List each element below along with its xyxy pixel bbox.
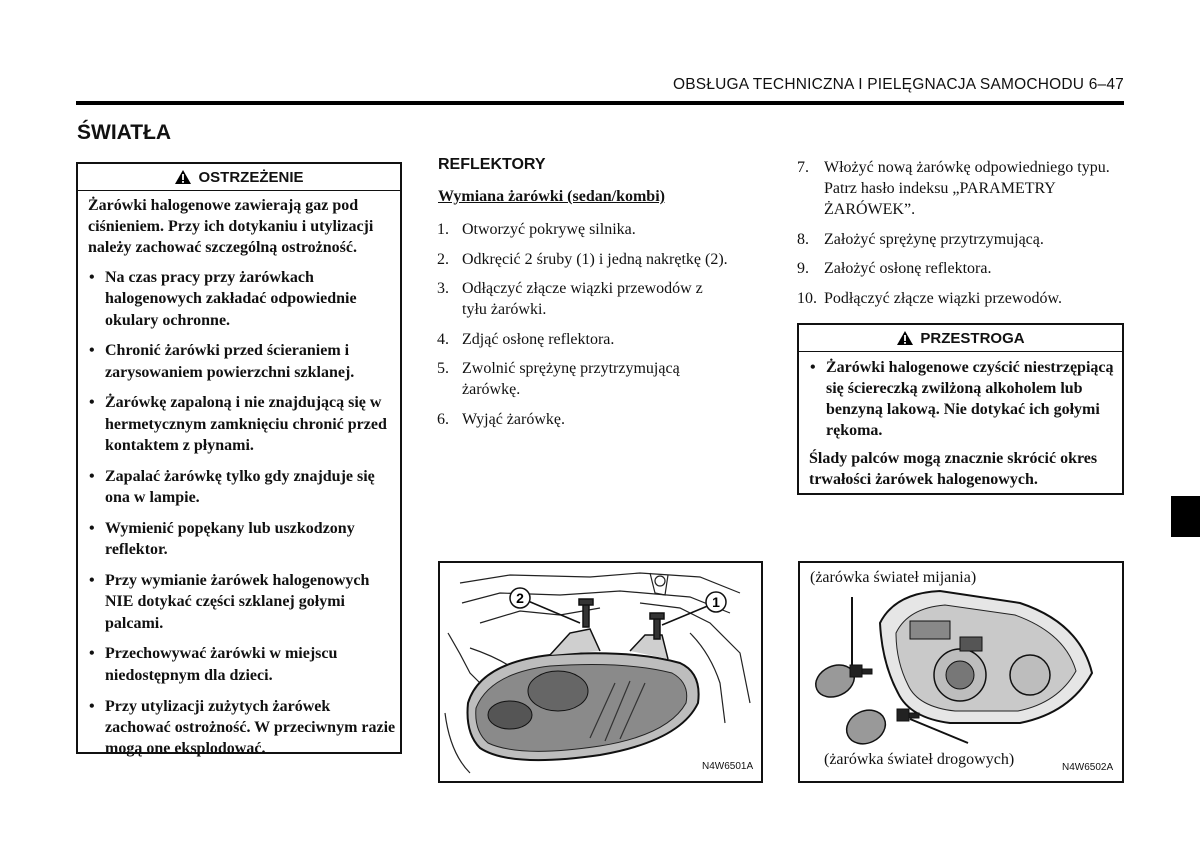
step-text: Włożyć nową żarówkę odpowiedniego typu. Patrz hasło indeksu „PARAMETRY ŻARÓWEK”. [824,159,1110,218]
step-item [437,219,767,240]
step-item [437,249,767,270]
warning-intro: Żarówki halogenowe zawierają gaz pod ciśnieniem. Przy ich dotykaniu i utylizacji należy zachować szczególną ostrożność. [88,197,374,256]
step-item [437,358,767,400]
caution-heading: PRZESTROGA [920,329,1025,347]
step-number: 10. [797,289,817,307]
step-text: Otworzyć pokrywę silnika. [462,221,636,238]
step-item [797,229,1127,250]
warning-item: • Zapalać żarówkę tylko gdy znajduje się ona w lampie. [88,466,398,509]
caution-box [797,323,1124,495]
warning-item: • Żarówkę zapaloną i nie znajdującą się w hermetycznym zamknięciu chronić przed kontaktem z płynami. [88,392,398,456]
warning-item: • Na czas pracy przy żarówkach halogenowych zakładać odpowiednie okulary ochronne. [88,267,398,331]
step-item [797,288,1127,309]
warning-box [76,162,402,758]
figure-code: N4W6501A [702,761,754,772]
warning-header [78,164,400,191]
caution-header [799,325,1122,352]
step-item [797,258,1127,279]
bulb-replacement-subheading: Wymiana żarówki (sedan/kombi) [438,188,665,205]
steps-list [437,219,767,438]
warning-triangle-icon [174,169,192,185]
warning-heading: OSTRZEŻENIE [198,168,304,186]
warning-list [88,267,398,769]
step-item [437,329,767,350]
step-number: 7. [797,159,809,176]
headlamp-removal-illustration [440,563,761,781]
caution-note: Ślady palców mogą znacznie skrócić okres trwałości żarówek halogenowych. [809,450,1098,488]
section-thumb-tab [1171,496,1200,537]
low-beam-bulb-label: (żarówka świateł mijania) [810,569,977,586]
step-number: 3. [437,280,449,297]
figure-code: N4W6502A [1062,762,1114,773]
warning-item: • Przy wymianie żarówek halogenowych NIE dotykać części szklanej gołymi palcami. [88,570,398,634]
caution-item: • Żarówki halogenowe czyścić niestrzępiącą się ściereczką zwilżoną alkoholem lub benzyną lakową. Nie dotykać ich gołymi rękoma. [809,357,1114,441]
step-text: Odkręcić 2 śruby (1) i jedną nakrętkę (2). [462,250,728,268]
warning-item: • Wymienić popękany lub uszkodzony reflektor. [88,518,398,561]
high-beam-bulb-label: (żarówka świateł drogowych) [824,751,1015,768]
step-item [797,157,1127,220]
warning-item: • Przy utylizacji zużytych żarówek zachować ostrożność. W przeciwnym razie mogą one eksplodować. [88,696,398,760]
step-text: Założyć sprężynę przytrzymującą. [824,230,1044,248]
step-number: 1. [437,221,449,238]
step-number: 6. [437,410,449,428]
step-number: 2. [437,250,449,268]
step-number: 9. [797,260,809,277]
step-text: Zwolnić sprężynę przytrzymującą żarówkę. [462,360,680,398]
headlamp-bulbs-figure [798,561,1124,783]
running-header: OBSŁUGA TECHNICZNA I PIELĘGNACJA SAMOCHODU 6–47 [673,76,1124,93]
headlamp-bulbs-illustration [800,563,1122,781]
steps-list-continued [797,157,1127,317]
step-item [437,409,767,430]
callout-1-label: 1 [712,594,720,610]
step-text: Odłączyć złącze wiązki przewodów z tyłu żarówki. [462,280,703,318]
step-text: Zdjąć osłonę reflektora. [462,330,615,348]
step-text: Założyć osłonę reflektora. [824,260,992,277]
step-text: Podłączyć złącze wiązki przewodów. [824,289,1062,307]
header-rule [76,101,1124,105]
step-number: 5. [437,360,449,377]
step-number: 4. [437,330,449,348]
step-text: Wyjąć żarówkę. [462,410,565,428]
step-number: 8. [797,230,809,248]
warning-item: • Chronić żarówki przed ścieraniem i zarysowaniem powierzchni szklanej. [88,340,398,383]
step-item [437,278,767,320]
callout-2-label: 2 [516,590,524,606]
headlamp-removal-figure [438,561,763,783]
warning-triangle-icon [896,330,914,346]
reflektory-heading: REFLEKTORY [438,156,546,173]
warning-item: • Przechowywać żarówki w miejscu niedostępnym dla dzieci. [88,643,398,686]
section-title: ŚWIATŁA [77,121,172,144]
